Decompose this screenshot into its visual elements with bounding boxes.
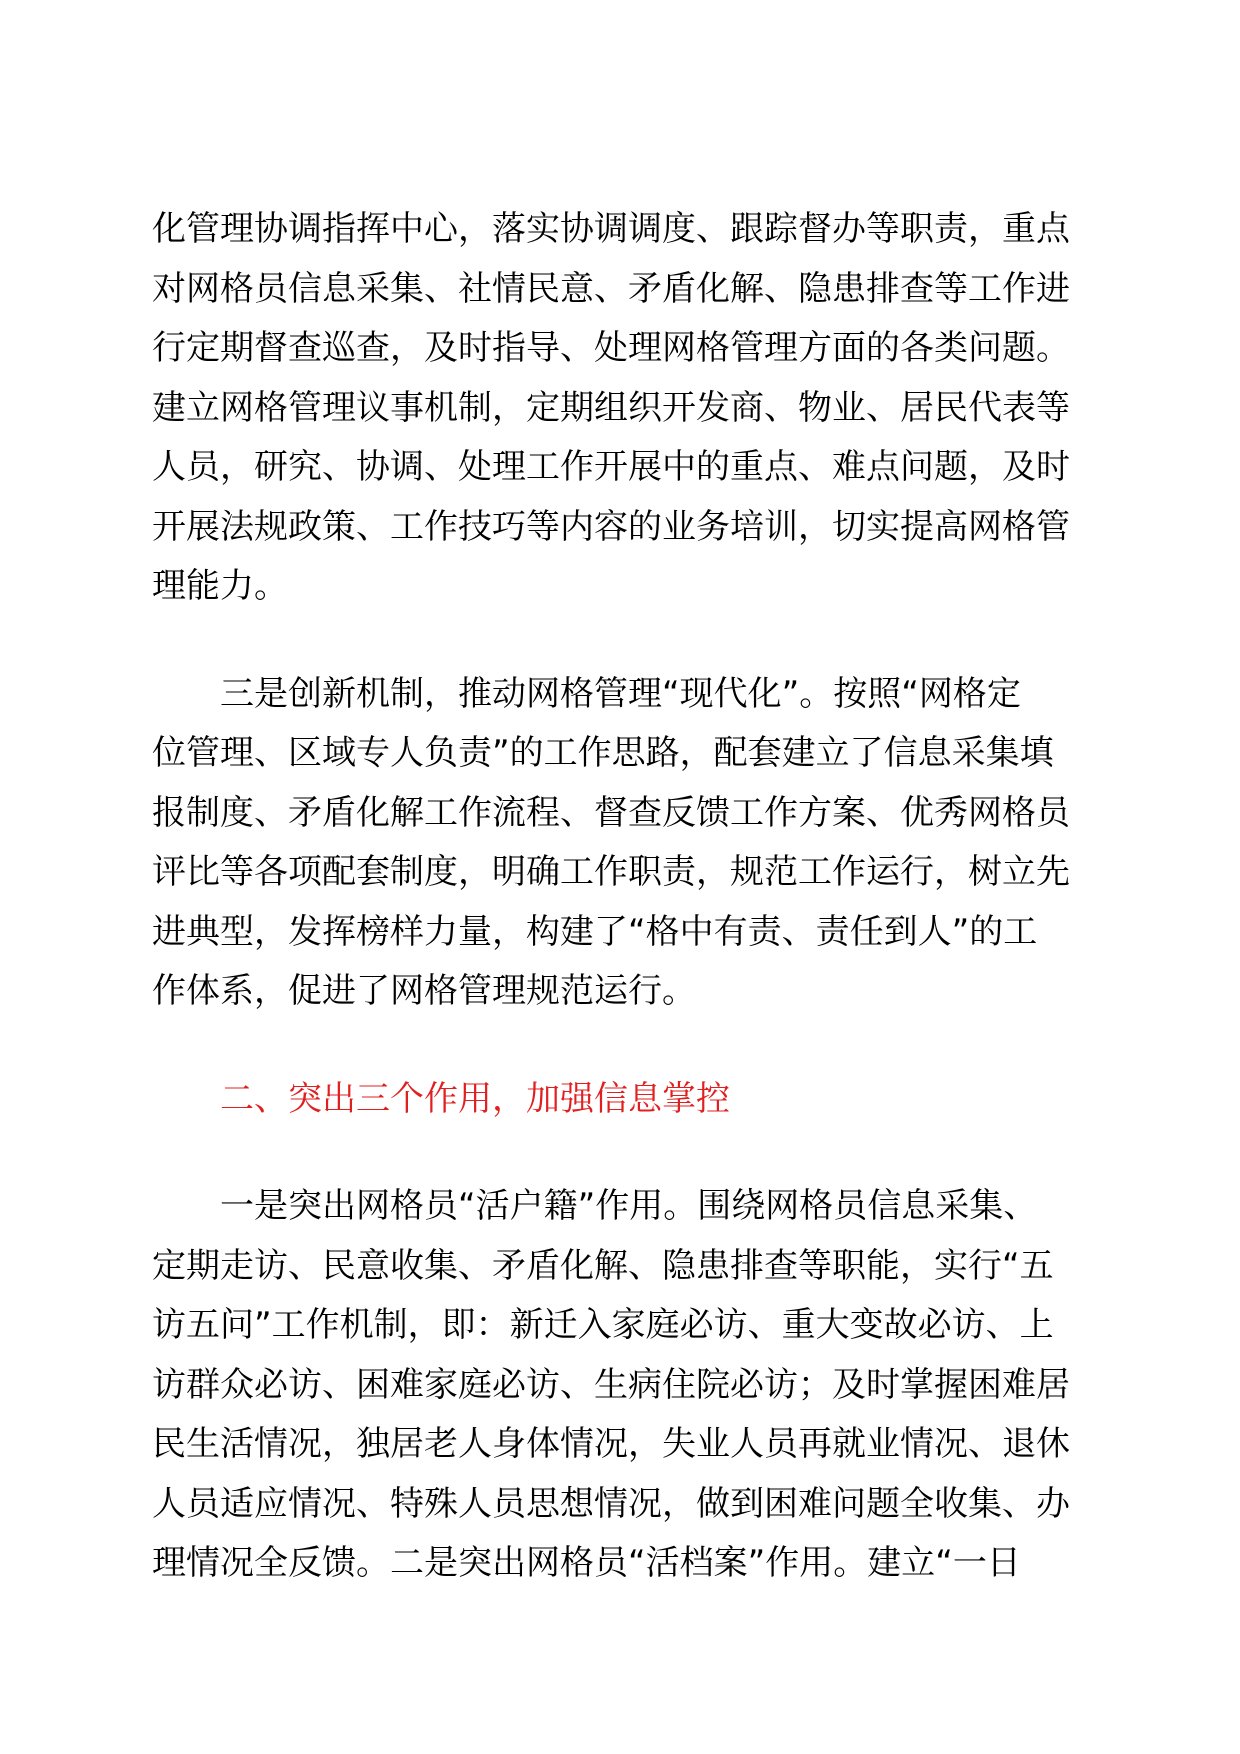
text-line: 评比等各项配套制度，明确工作职责，规范工作运行，树立先 — [152, 852, 1070, 892]
text-line: 民生活情况，独居老人身体情况，失业人员再就业情况、退休 — [152, 1424, 1070, 1464]
text-line: 行定期督查巡查，及时指导、处理网格管理方面的各类问题。 — [152, 328, 1070, 368]
text-line: 三是创新机制，推动网格管理“现代化”。按照“网格定 — [220, 673, 1021, 714]
text-line: 理能力。 — [152, 566, 288, 606]
text-line: 对网格员信息采集、社情民意、矛盾化解、隐患排查等工作进 — [152, 268, 1070, 309]
paragraph-innovation-mechanism — [152, 665, 1088, 1022]
paragraph-three-roles — [152, 1177, 1088, 1594]
document-body — [152, 200, 1088, 1594]
paragraph-spacer — [152, 1129, 1088, 1177]
text-line: 开展法规政策、工作技巧等内容的业务培训，切实提高网格管 — [152, 506, 1070, 547]
section-heading-text: 二、突出三个作用，加强信息掌控 — [220, 1078, 730, 1119]
section-heading — [152, 1070, 1088, 1130]
text-line: 人员，研究、协调、处理工作开展中的重点、难点问题，及时 — [152, 447, 1070, 487]
text-line: 进典型，发挥榜样力量，构建了“格中有责、责任到人”的工 — [152, 911, 1038, 952]
text-line: 定期走访、民意收集、矛盾化解、隐患排查等职能，实行“五 — [152, 1245, 1054, 1286]
paragraph-spacer — [152, 617, 1088, 665]
text-line: 作体系，促进了网格管理规范运行。 — [152, 971, 696, 1011]
text-line: 化管理协调指挥中心，落实协调调度、跟踪督办等职责，重点 — [152, 209, 1070, 249]
paragraph-spacer — [152, 1022, 1088, 1070]
text-line: 访五问”工作机制，即：新迁入家庭必访、重大变故必访、上 — [152, 1305, 1054, 1345]
paragraph-management-center — [152, 200, 1088, 617]
text-line: 建立网格管理议事机制，定期组织开发商、物业、居民代表等 — [152, 387, 1070, 428]
text-line: 一是突出网格员“活户籍”作用。围绕网格员信息采集、 — [220, 1186, 1038, 1226]
text-line: 报制度、矛盾化解工作流程、督查反馈工作方案、优秀网格员 — [152, 792, 1070, 833]
text-line: 访群众必访、困难家庭必访、生病住院必访；及时掌握困难居 — [152, 1364, 1070, 1405]
text-line: 理情况全反馈。二是突出网格员“活档案”作用。建立“一日 — [152, 1543, 1021, 1583]
text-line: 人员适应情况、特殊人员思想情况，做到困难问题全收集、办 — [152, 1483, 1070, 1524]
text-line: 位管理、区域专人负责”的工作思路，配套建立了信息采集填 — [152, 733, 1054, 773]
